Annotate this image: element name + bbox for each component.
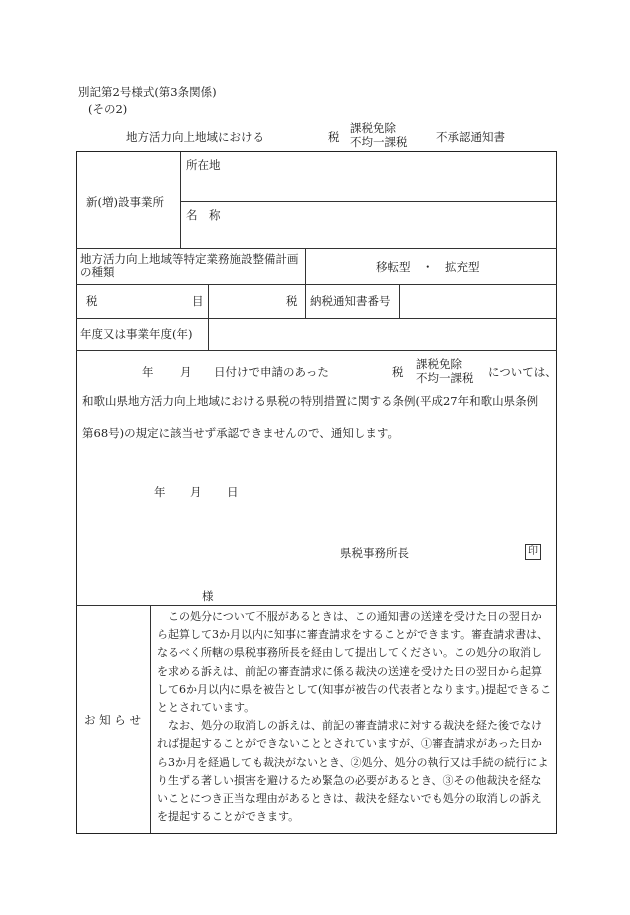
fiscal-year-label: 年度又は事業年度(年) [80, 327, 193, 341]
divider-notice-label [150, 605, 151, 833]
body-options [416, 357, 474, 385]
plan-type-label-line1: 地方活力向上地域等特定業務施設整備計画 [80, 252, 299, 266]
title-suffix: 不承認通知書 [436, 130, 505, 144]
divider-tax [305, 284, 306, 318]
body-option-nonuniform: 不均一課税 [416, 371, 474, 385]
divider-plan [76, 284, 557, 285]
addressee-suffix: 様 [202, 589, 214, 603]
form-sub-number: (その2) [88, 102, 128, 116]
body-option-exemption: 課税免除 [416, 357, 462, 371]
title-option-exemption: 課税免除 [350, 121, 396, 135]
date-month: 月 [190, 485, 202, 499]
body-month: 月 [180, 365, 192, 379]
notice-body [157, 608, 552, 826]
date-year: 年 [154, 485, 166, 499]
notice-paragraph-1: この処分について不服があるときは、この通知書の送達を受けた日の翌日から起算して3か月以内に知事に審査請求をすることができます。審査請求書は、なるべく所轄の県税事務所長を経由して提出してください。この処分の取消しを求める訴えは、前記の審査請求に係る裁決の送達を受けた日の翌日から起算して6か月以内に県を被告として(知事が被告の代表者となります。)提起できることとされています。 [157, 610, 552, 715]
divider-notice-no [399, 284, 400, 318]
divider-notice [76, 605, 557, 606]
divider-office [76, 248, 557, 249]
plan-type-label [80, 253, 299, 279]
body-year: 年 [142, 365, 154, 379]
tax-item-right: 目 [192, 294, 204, 308]
tax-label: 税 [286, 294, 298, 308]
divider-fiscal-year [76, 350, 557, 351]
date-day: 日 [227, 485, 239, 499]
plan-type-label-line2: の種類 [80, 265, 115, 279]
body-line1-suffix: については、 [488, 365, 557, 379]
title-tax: 税 [328, 130, 340, 144]
title-option-nonuniform: 不均一課税 [350, 135, 408, 149]
title-options [350, 121, 408, 149]
issuer-title: 県税事務所長 [340, 546, 409, 560]
divider-address-name [180, 201, 556, 202]
tax-notice-number-label: 納税通知書番号 [310, 294, 391, 308]
notice-paragraph-2: なお、処分の取消しの訴えは、前記の審査請求に対する裁決を経た後でなければ提起することができないこととされていますが、①審査請求があった日から3か月を経過しても裁決がないとき、②処分、処分の執行又は手続の続行により生ずる著しい損害を避けるため緊急の必要があるとき、③その他裁決を経ないことにつき正当な理由があるときは、裁決を経ないでも処分の取消しの訴えを提起することができます。 [157, 719, 549, 824]
divider-tax-item [208, 284, 209, 350]
office-label: 新(増)設事業所 [86, 195, 164, 209]
divider-office-label [180, 152, 181, 248]
seal-mark: 印 [525, 544, 541, 560]
divider-tax [76, 318, 557, 319]
body-line3: 第68号)の規定に該当せず承認できませんので、通知します。 [82, 426, 399, 440]
tax-item-left: 税 [86, 294, 98, 308]
name-label: 名 称 [186, 208, 221, 222]
divider-plan-label [305, 248, 306, 284]
plan-type-value: 移転型 ・ 拡充型 [376, 260, 480, 274]
notice-label: お 知 ら せ [84, 713, 141, 727]
form-number: 別記第2号様式(第3条関係) [78, 85, 217, 99]
title-prefix: 地方活力向上地域における [126, 130, 264, 144]
body-line2: 和歌山県地方活力向上地域における県税の特別措置に関する条例(平成27年和歌山県条例 [82, 394, 539, 408]
body-line1-text: 日付けで申請のあった [214, 365, 329, 379]
body-tax: 税 [392, 365, 404, 379]
address-label: 所在地 [186, 158, 221, 172]
